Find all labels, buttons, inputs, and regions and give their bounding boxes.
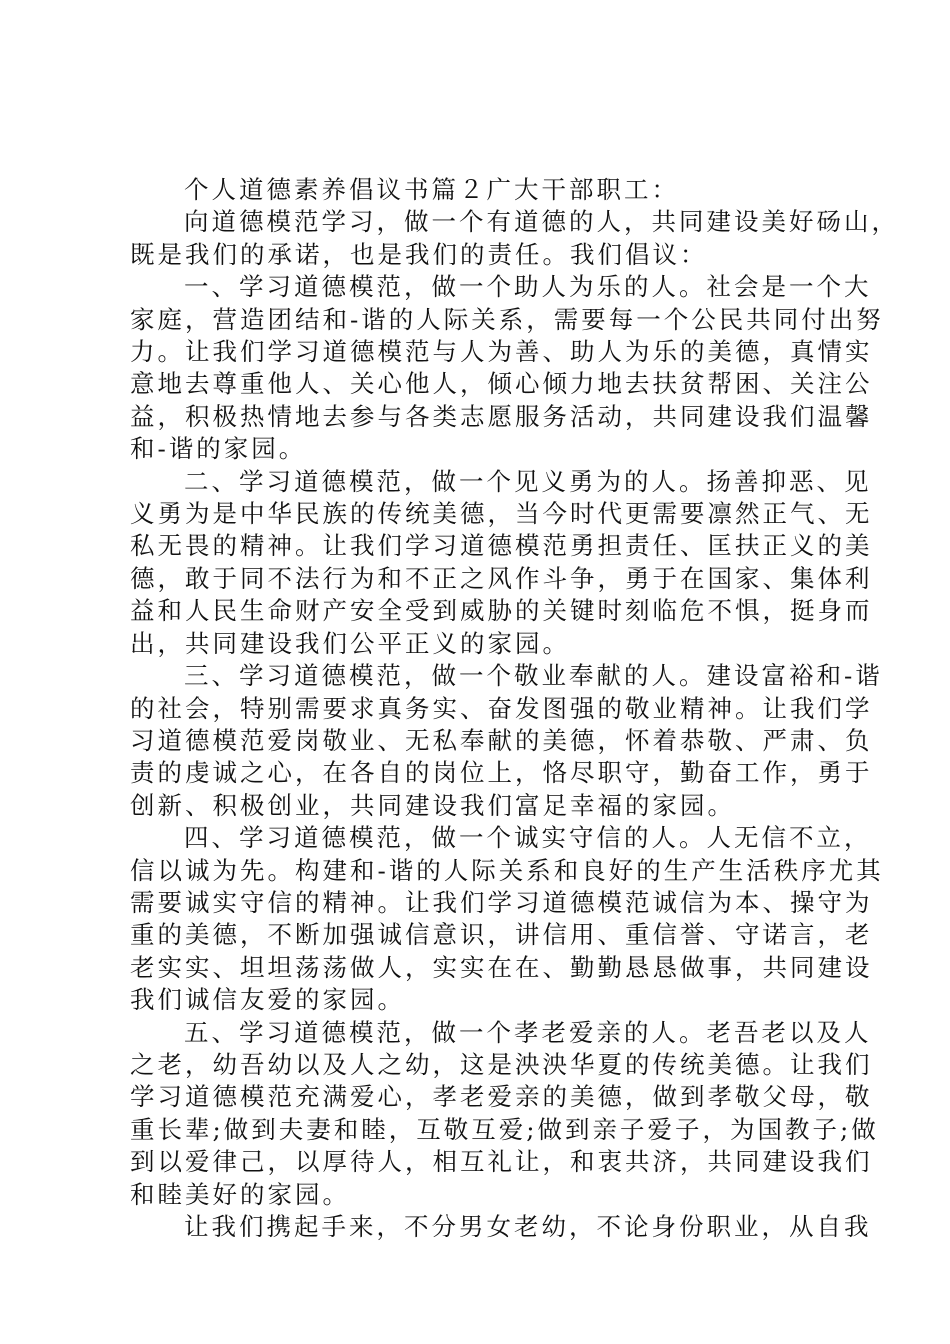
text-line: 四、学习道德模范，做一个诚实守信的人。人无信不立， <box>184 823 872 853</box>
paragraph-item-3 <box>130 660 883 822</box>
paragraph-item-4 <box>130 822 884 1016</box>
text-line: 重长辈;做到夫妻和睦，互敬互爱;做到亲子爱子，为国教子;做 <box>130 1114 879 1144</box>
text-line: 和-谐的家园。 <box>130 434 307 464</box>
text-line: 习道德模范爱岗敬业、无私奉献的美德，怀着恭敬、严肃、负 <box>130 725 873 755</box>
text-line: 之老，幼吾幼以及人之幼，这是泱泱华夏的传统美德。让我们 <box>130 1049 873 1079</box>
text-line: 意地去尊重他人、关心他人，倾心倾力地去扶贫帮困、关注公 <box>130 369 873 399</box>
document-body <box>130 174 899 1243</box>
text-line: 二、学习道德模范，做一个见义勇为的人。扬善抑恶、见 <box>184 466 872 496</box>
paragraph-intro <box>130 206 899 271</box>
text-line: 到以爱律己，以厚待人，相互礼让，和衷共济，共同建设我们 <box>130 1147 873 1177</box>
text-line: 我们诚信友爱的家园。 <box>130 985 405 1015</box>
text-line: 信以诚为先。构建和-谐的人际关系和良好的生产生活秩序尤其 <box>130 855 884 885</box>
text-line: 义勇为是中华民族的传统美德，当今时代更需要凛然正气、无 <box>130 499 873 529</box>
text-line: 出，共同建设我们公平正义的家园。 <box>130 628 570 658</box>
text-line: 学习道德模范充满爱心，孝老爱亲的美德，做到孝敬父母，敬 <box>130 1082 873 1112</box>
text-line: 和睦美好的家园。 <box>130 1179 350 1209</box>
paragraph-item-1 <box>130 271 884 465</box>
text-line: 责的虔诚之心，在各自的岗位上，恪尽职守，勤奋工作，勇于 <box>130 758 873 788</box>
text-line: 德，敢于同不法行为和不正之风作斗争，勇于在国家、集体利 <box>130 563 873 593</box>
text-line: 向道德模范学习，做一个有道德的人，共同建设美好砀山， <box>184 207 899 237</box>
text-line: 重的美德，不断加强诚信意识，讲信用、重信誉、守诺言，老 <box>130 920 873 950</box>
text-line: 个人道德素养倡议书篇２广大干部职工： <box>184 175 679 204</box>
text-line: 老实实、坦坦荡荡做人，实实在在、勤勤恳恳做事，共同建设 <box>130 952 873 982</box>
text-line: 家庭，营造团结和-谐的人际关系，需要每一个公民共同付出努 <box>130 304 884 334</box>
text-line: 三、学习道德模范，做一个敬业奉献的人。建设富裕和-谐 <box>184 661 883 691</box>
text-line: 让我们携起手来，不分男女老幼，不论身份职业，从自我 <box>184 1212 872 1241</box>
text-line: 益，积极热情地去参与各类志愿服务活动，共同建设我们温馨 <box>130 401 873 431</box>
paragraph-item-5 <box>130 1017 879 1211</box>
text-line: 需要诚实守信的精神。让我们学习道德模范诚信为本、操守为 <box>130 887 873 917</box>
text-line: 一、学习道德模范，做一个助人为乐的人。社会是一个大 <box>184 272 872 302</box>
text-line: 创新、积极创业，共同建设我们富足幸福的家园。 <box>130 790 735 820</box>
paragraph-closing <box>130 1211 872 1243</box>
text-line: 既是我们的承诺，也是我们的责任。我们倡议： <box>130 239 708 269</box>
paragraph-item-2 <box>130 466 873 660</box>
text-line: 五、学习道德模范，做一个孝老爱亲的人。老吾老以及人 <box>184 1017 872 1047</box>
paragraph-title <box>130 174 850 206</box>
text-line: 益和人民生命财产安全受到威胁的关键时刻临危不惧，挺身而 <box>130 596 873 626</box>
text-line: 私无畏的精神。让我们学习道德模范勇担责任、匡扶正义的美 <box>130 531 873 561</box>
text-line: 的社会，特别需要求真务实、奋发图强的敬业精神。让我们学 <box>130 693 873 723</box>
text-line: 力。让我们学习道德模范与人为善、助人为乐的美德，真情实 <box>130 337 873 367</box>
